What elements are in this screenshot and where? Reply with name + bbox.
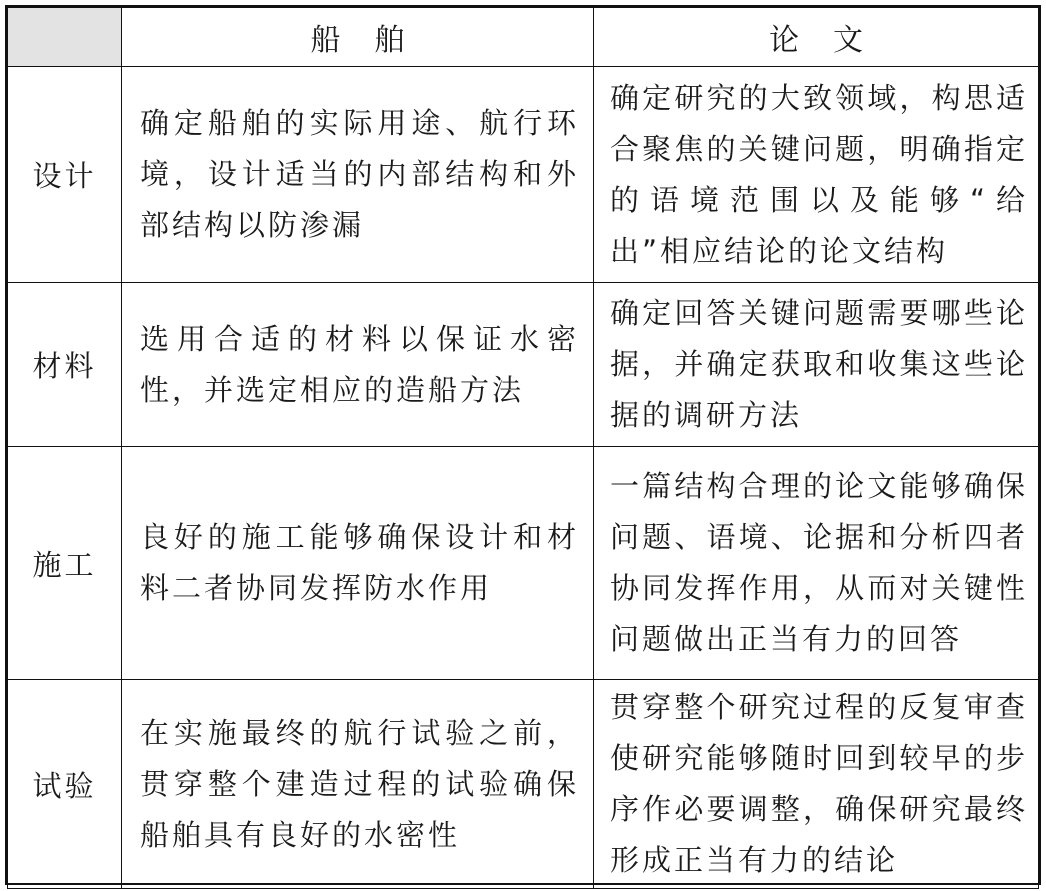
row-label-materials: 材料 [8, 283, 122, 447]
ship-cell-testing: 在实施最终的航行试验之前，贯穿整个建造过程的试验确保船舶具有良好的水密性 [122, 680, 594, 889]
paper-cell-construction: 一篇结构合理的论文能够确保问题、语境、论据和分析四者协同发挥作用，从而对关键性问题做出正当有力的回答 [594, 447, 1039, 680]
table-row [8, 680, 1039, 889]
table-row [8, 447, 1039, 680]
header-row [8, 8, 1039, 67]
table-row [8, 67, 1039, 283]
comparison-table [7, 7, 1039, 889]
header-paper: 论文 [594, 8, 1039, 67]
ship-cell-materials: 选用合适的材料以保证水密性，并选定相应的造船方法 [122, 283, 594, 447]
row-label-design: 设计 [8, 67, 122, 283]
paper-cell-design: 确定研究的大致领域，构思适合聚焦的关键问题，明确指定的语境范围以及能够“给出”相应结论的论文结构 [594, 67, 1039, 283]
row-label-construction: 施工 [8, 447, 122, 680]
paper-cell-materials: 确定回答关键问题需要哪些论据，并确定获取和收集这些论据的调研方法 [594, 283, 1039, 447]
header-corner-cell [8, 8, 122, 67]
header-ship: 船舶 [122, 8, 594, 67]
comparison-table-frame [5, 5, 1041, 885]
ship-cell-construction: 良好的施工能够确保设计和材料二者协同发挥防水作用 [122, 447, 594, 680]
ship-cell-design: 确定船舶的实际用途、航行环境，设计适当的内部结构和外部结构以防渗漏 [122, 67, 594, 283]
paper-cell-testing: 贯穿整个研究过程的反复审查使研究能够随时回到较早的步序作必要调整，确保研究最终形成正当有力的结论 [594, 680, 1039, 889]
table-row [8, 283, 1039, 447]
row-label-testing: 试验 [8, 680, 122, 889]
